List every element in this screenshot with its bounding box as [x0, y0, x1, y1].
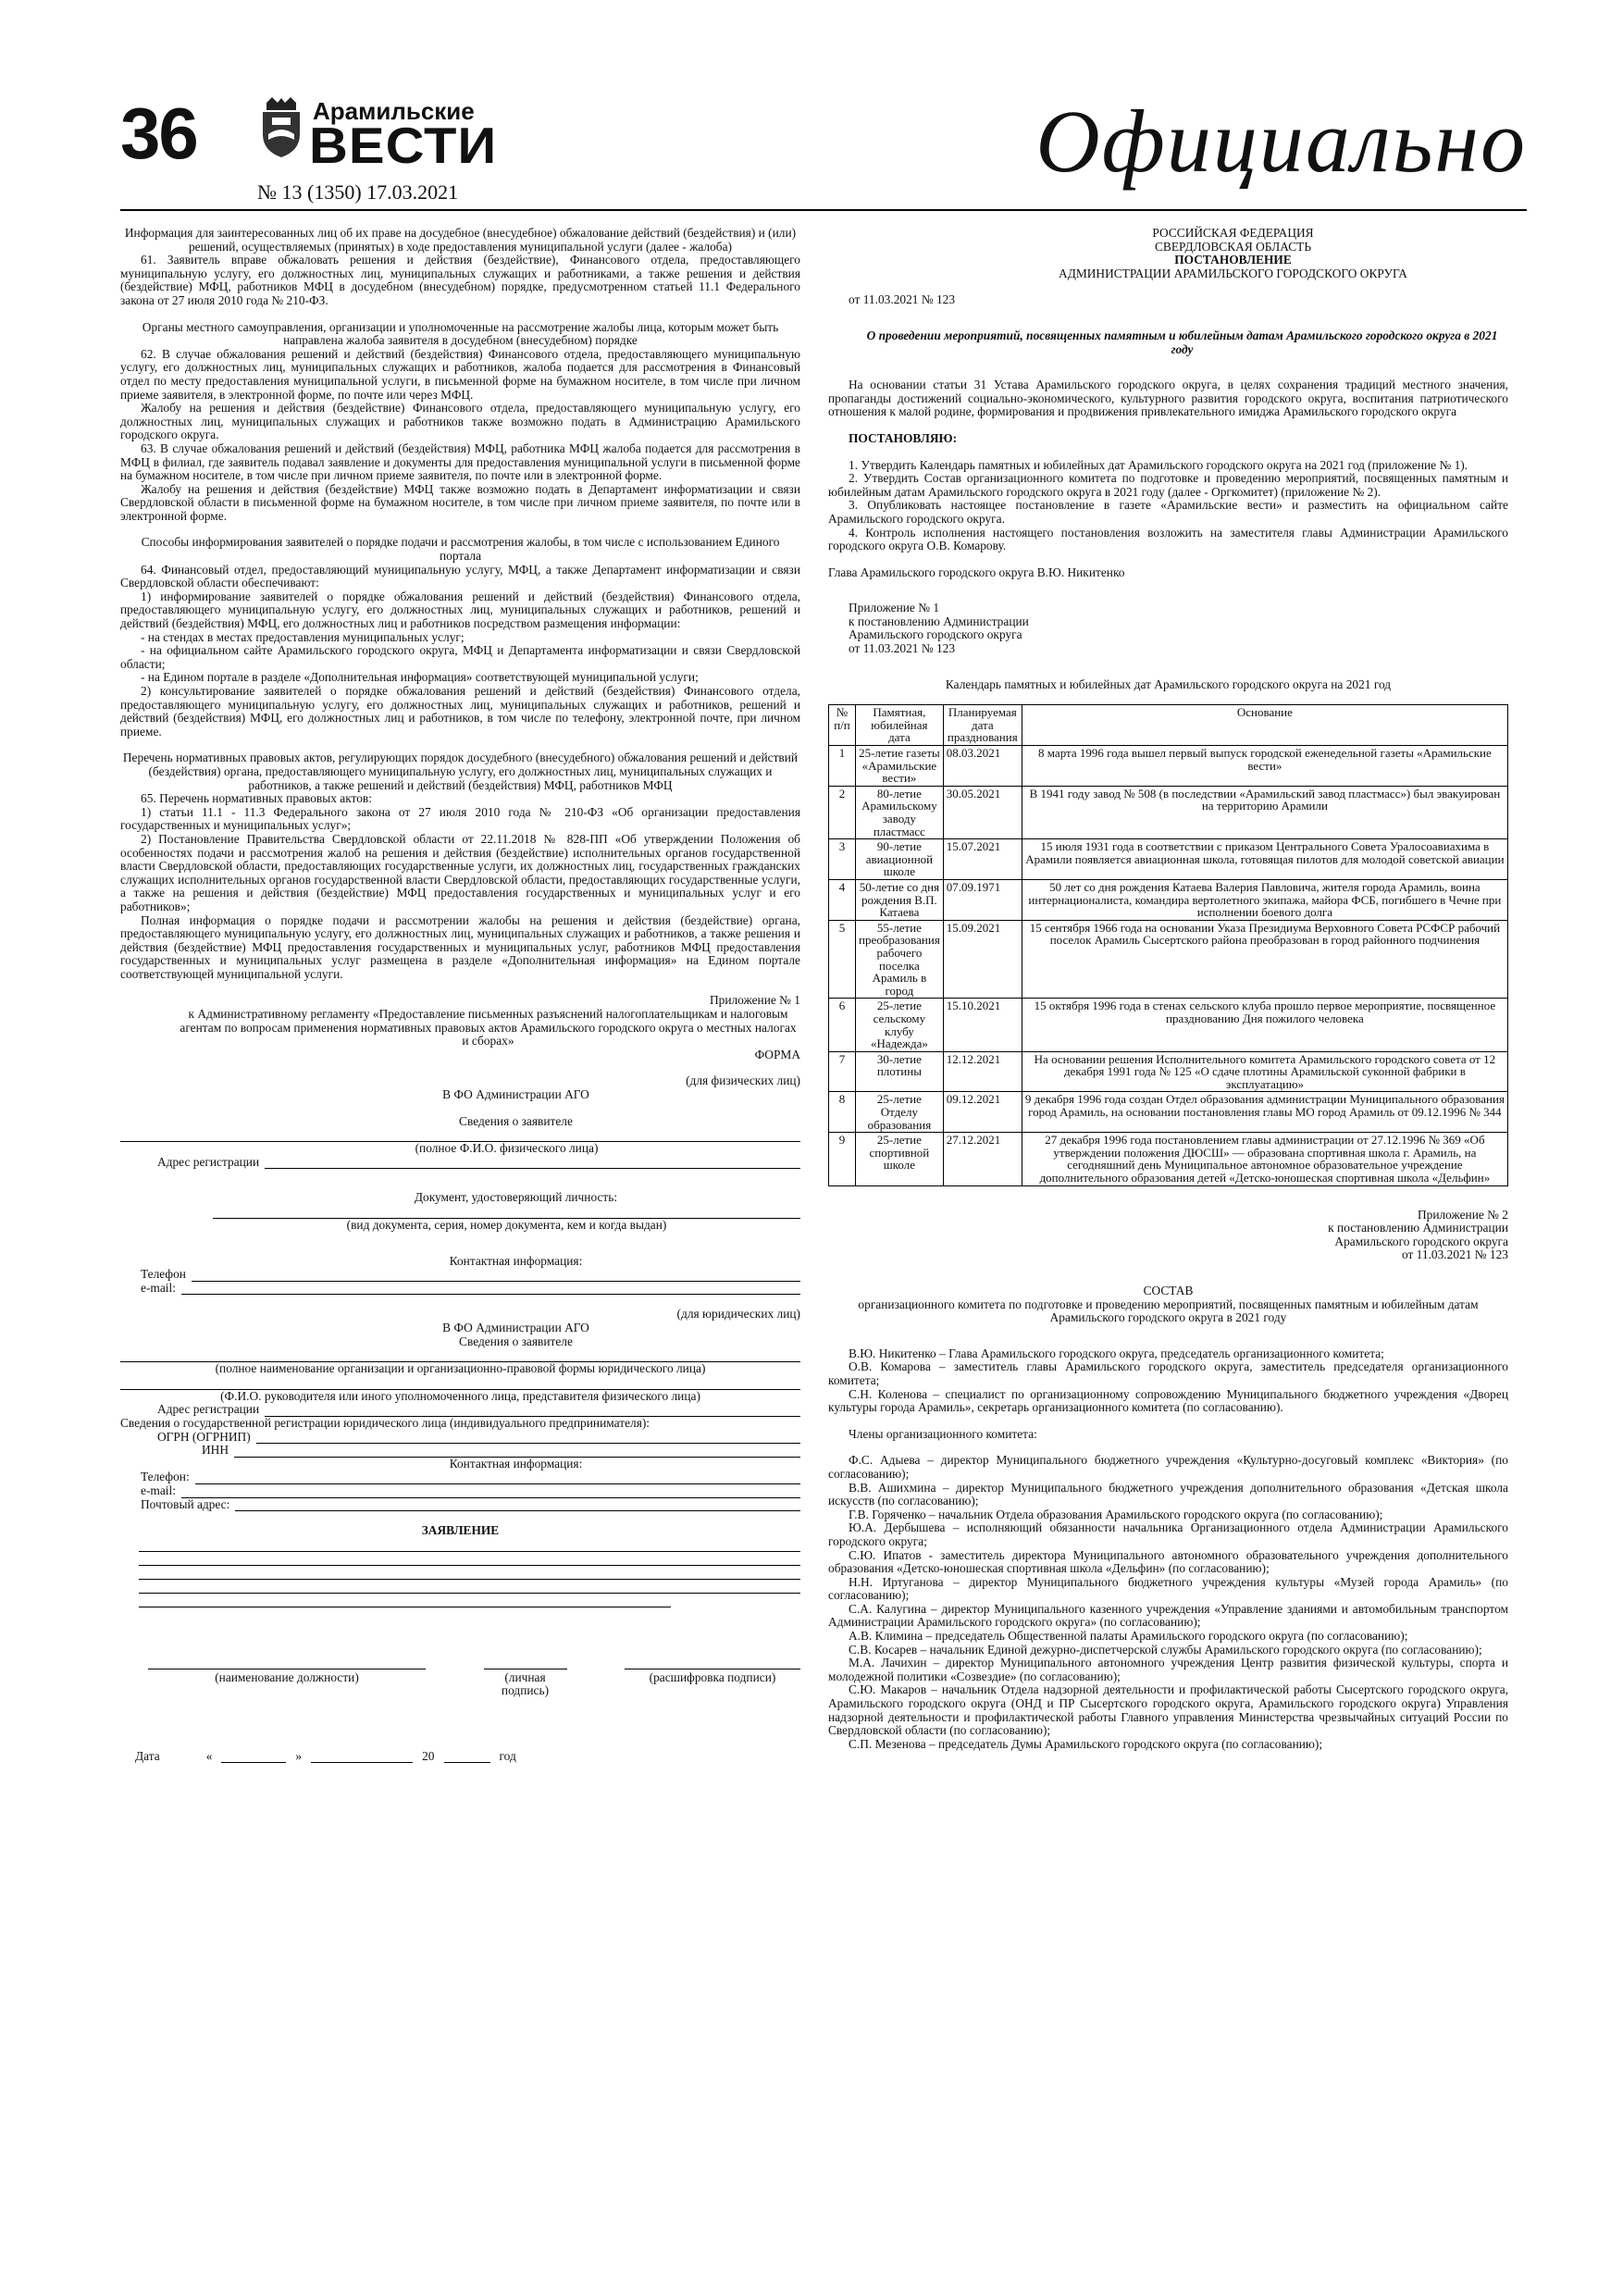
region: СВЕРДЛОВСКАЯ ОБЛАСТЬ: [1154, 239, 1312, 254]
table-header-cell: Основание: [1022, 705, 1507, 746]
country: РОССИЙСКАЯ ФЕДЕРАЦИЯ: [1152, 226, 1314, 240]
committee-member-item: С.А. Калугина – директор Муниципального казенного учреждения «Управление зданиями и автомобильным транспортом Администрации Арамильского городского округа» (по согласованию);: [828, 1601, 1508, 1630]
item-3: 3. Опубликовать настоящее постановление в газете «Арамильские вести» и разместить на официальном сайте Арамильского городского округа.: [828, 498, 1508, 526]
header-divider: [120, 209, 1527, 211]
table-row: [829, 999, 1508, 1051]
inn-label: ИНН: [202, 1443, 229, 1458]
email-label: e-mail:: [141, 1280, 176, 1295]
sig-personal: (личная подпись): [484, 1669, 567, 1698]
paragraph-63: 63. В случае обжалования решений и действий (бездействия) МФЦ, работника МФЦ жалоба подается для рассмотрения в МФЦ в филиал, где заявитель подавал заявление и документы для предоставления муниципальной услуги в письменной форме на бумажном носителе, в том числе при личном приеме заявителя, по почте или в электронной форме.: [120, 441, 800, 483]
table-cell: 27 декабря 1996 года постановлением главы администрации от 27.12.1996 № 369 «Об утверждении положения ДЮСШ» — образована спортивная школа г. Арамиль, на сегодняшний день Муниципальное автономное образовательное учреждение дополнительного образования детей «Детско-юношеская спортивная школа «Дельфин»: [1022, 1133, 1507, 1185]
date-year-input[interactable]: [444, 1751, 490, 1763]
paragraph-64-1b: - на официальном сайте Арамильского городского округа, МФЦ и Департамента информатизации и связи Свердловской области;: [120, 643, 800, 671]
appendix-1-line-4: от 11.03.2021 № 123: [849, 641, 956, 656]
table-cell: В 1941 году завод № 508 (в последствии «Арамильский завод пластмасс») был эвакуирован на территорию Арамили: [1022, 786, 1507, 838]
item-4: 4. Контроль исполнения настоящего постановления возложить на заместителя главы Администрации Арамильского городского округа О.В. Комарову.: [828, 525, 1508, 553]
email-2-row: [120, 1484, 800, 1498]
table-cell: 25-летие сельскому клубу «Надежда»: [856, 999, 944, 1051]
composition-subtitle: организационного комитета по подготовке и проведению мероприятий, посвященных памятным и юбилейным датам Арамильского городского округа в 2021 году: [858, 1297, 1479, 1325]
table-cell: 09.12.2021: [943, 1092, 1022, 1133]
doc-type: ПОСТАНОВЛЕНИЕ: [1174, 253, 1292, 267]
resolution-title: О проведении мероприятий, посвященных памятным и юбилейным датам Арамильского городского округа в 2021 году: [866, 328, 1498, 356]
statement-line-1[interactable]: [139, 1538, 800, 1552]
statement-line-3[interactable]: [139, 1566, 800, 1580]
contacts-label: Контактная информация:: [449, 1253, 583, 1268]
ogrn-row: [120, 1431, 800, 1445]
table-cell: 55-летие преобразования рабочего поселка Арамиль в город: [856, 920, 944, 999]
org-input-line[interactable]: [120, 1348, 800, 1362]
phone-2-row: [120, 1471, 800, 1484]
table-cell: 12.12.2021: [943, 1051, 1022, 1092]
paragraph-65: 65. Перечень нормативных правовых актов:: [141, 791, 372, 806]
table-header-cell: Памятная, юбилейная дата: [856, 705, 944, 746]
sig-decode: (расшифровка подписи): [625, 1669, 800, 1698]
table-cell: 30.05.2021: [943, 786, 1022, 838]
table-row: [829, 786, 1508, 838]
fio-hint: (полное Ф.И.О. физического лица): [415, 1141, 599, 1156]
to-fo-2: В ФО Администрации АГО: [442, 1320, 589, 1334]
appendix-1-line-3: Арамильского городского округа: [849, 627, 1022, 642]
id-doc-label: Документ, удостоверяющий личность:: [414, 1190, 618, 1205]
reg-address-input[interactable]: [265, 1157, 800, 1169]
members-title: Члены организационного комитета:: [849, 1426, 1037, 1441]
table-cell: 08.03.2021: [943, 746, 1022, 787]
brand-main: ВЕСТИ: [309, 117, 498, 175]
table-cell: 15.10.2021: [943, 999, 1022, 1051]
committee-member-item: С.П. Мезенова – председатель Думы Арамильского городского округа (по согласованию);: [849, 1736, 1323, 1751]
for-physical-persons: (для физических лиц): [686, 1074, 800, 1088]
date-label: Дата: [135, 1748, 160, 1763]
resolution-date: от 11.03.2021 № 123: [849, 292, 956, 307]
page-header: [120, 88, 1527, 208]
right-column: [828, 227, 1508, 1751]
email-row: [120, 1282, 800, 1296]
ways-title: Способы информирования заявителей о порядке подачи и рассмотрения жалобы, в том числе с использованием Единого портала: [141, 535, 780, 564]
table-row: [829, 879, 1508, 920]
fio-input-line[interactable]: [120, 1128, 800, 1142]
date-day-input[interactable]: [221, 1751, 286, 1763]
page-number: 36: [120, 93, 197, 174]
phone-row: [120, 1268, 800, 1282]
paragraph-62b: Жалобу на решения и действия (бездействие) Финансового отдела, предоставляющего муниципальную услугу, его должностных лиц, муниципальных служащих и работников также возможно подать в Администрацию Арамильского городского округа.: [120, 401, 800, 442]
table-cell: На основании решения Исполнительного комитета Арамильского городского совета от 12 декабря 1991 года № 125 «О сдаче плотины Арамильской суконной фабрики в эксплуатацию»: [1022, 1051, 1507, 1092]
table-row: [829, 1051, 1508, 1092]
post-address-label: Почтовый адрес:: [141, 1496, 230, 1511]
date-quote-open: «: [205, 1748, 213, 1763]
annex-title: Приложение № 1: [709, 993, 800, 1008]
sig-position: (наименование должности): [148, 1669, 426, 1698]
left-column: [120, 227, 800, 1763]
table-header-row: [829, 705, 1508, 746]
table-row: [829, 1133, 1508, 1185]
committee-leads: [828, 1347, 1508, 1415]
table-cell: 9 декабря 1996 года создан Отдел образования администрации Муниципального образования город Арамиль, на основании постановления главы МО город Арамиль от 09.12.1996 № 344: [1022, 1092, 1507, 1133]
committee-members: [828, 1454, 1508, 1751]
date-century: 20: [422, 1748, 435, 1763]
table-cell: 7: [829, 1051, 856, 1092]
table-row: [829, 839, 1508, 880]
paragraph-64-1c: - на Едином портале в разделе «Дополнительная информация» соответствующей муниципальной услуги;: [141, 670, 699, 685]
paragraph-65-1: 1) статьи 11.1 - 11.3 Федерального закона от 27 июля 2010 года № 210-ФЗ «Об организации предоставления государственных и муниципальных услуг»;: [120, 804, 800, 833]
committee-member-item: Г.В. Горяченко – начальник Отдела образования Арамильского городского округа (по согласованию);: [849, 1507, 1383, 1521]
appendix-2-line-3: Арамильского городского округа: [1334, 1234, 1508, 1248]
calendar-title: Календарь памятных и юбилейных дат Арамильского городского округа на 2021 год: [945, 676, 1392, 691]
issue-number: № 13 (1350) 17.03.2021: [257, 180, 459, 204]
table-cell: 9: [829, 1133, 856, 1185]
statement-title: ЗАЯВЛЕНИЕ: [421, 1523, 500, 1538]
committee-member-item: С.Ю. Ипатов - заместитель директора Муниципального автономного образовательного учреждения дополнительного образования «Детско-юношеская спортивная школа «Дельфин» (по согласованию);: [828, 1547, 1508, 1576]
complaint-info-title: Информация для заинтересованных лиц об их праве на досудебное (внесудебное) обжалование действий (бездействия) и (или) решений, осуществляемых (принятых) в ходе предоставления муниципальной услуги (далее - жалоба): [124, 226, 797, 254]
table-cell: 15.09.2021: [943, 920, 1022, 999]
table-cell: 5: [829, 920, 856, 999]
appendix-1-line-2: к постановлению Администрации: [849, 614, 1029, 628]
applicant-info-2: Сведения о заявителе: [459, 1334, 573, 1348]
reg-address-label: Адрес регистрации: [157, 1154, 260, 1169]
phone-label: Телефон: [141, 1267, 186, 1282]
date-month-input[interactable]: [311, 1751, 413, 1763]
table-cell: 4: [829, 879, 856, 920]
committee-member-item: А.В. Климина – председатель Общественной палаты Арамильского городского округа (по согласованию);: [849, 1629, 1408, 1644]
brand-top: Арамильские: [313, 97, 475, 125]
table-cell: 25-летие Отделу образования: [856, 1092, 944, 1133]
date-row: [120, 1750, 800, 1764]
table-cell: 15 октября 1996 года в стенах сельского клуба прошло первое мероприятие, посвященное празднованию Дня пожилого человека: [1022, 999, 1507, 1051]
table-cell: 3: [829, 839, 856, 880]
item-1: 1. Утвердить Календарь памятных и юбилейных дат Арамильского городского округа на 2021 год (приложение № 1).: [849, 457, 1468, 472]
table-cell: 50-летие со дня рождения В.П. Катаева: [856, 879, 944, 920]
table-row: [829, 746, 1508, 787]
id-doc-input-line[interactable]: [213, 1205, 800, 1219]
coat-of-arms-icon: [259, 97, 304, 158]
paragraph-61: 61. Заявитель вправе обжаловать решения и действия (бездействие), Финансового отдела, предоставляющего муниципальную услугу, его должностных лиц, муниципальных служащих и работниками, а также решения и действия (бездействие) МФЦ, работников МФЦ в досудебном (внесудебном) порядке, предусмотренном статьей 11.1 Федерального закона от 27 июля 2010 года № 210-ФЗ.: [120, 253, 800, 307]
table-cell: 8: [829, 1092, 856, 1133]
phone-2-input[interactable]: [195, 1472, 800, 1484]
paragraph-62: 62. В случае обжалования решений и действий (бездействия) Финансового отдела, предоставляющего муниципальную услугу, его должностных лиц, муниципальных служащих и работников, жалоба подается для рассмотрения в Финансовый отдел по месту предоставления муниципальной услуги, в письменной форме на бумажном носителе, в том числе при личном приеме заявителя, в электронной форме, по почте или через МФЦ.: [120, 346, 800, 402]
composition-title: СОСТАВ: [1143, 1284, 1194, 1297]
table-cell: 27.12.2021: [943, 1133, 1022, 1185]
committee-member-item: М.А. Лачихин – директор Муниципального автономного учреждения Центр развития физической культуры, спорта и молодежной политики «Созвездие» (по согласованию);: [828, 1656, 1508, 1683]
calendar-table-body: [829, 746, 1508, 1186]
paragraph-64-1: 1) информирование заявителей о порядке обжалования решений и действий (бездействия) Финансового отдела, предоставляющего муниципальную услугу, его должностных лиц, муниципальных служащих и работников, решений и действий (бездействия) МФЦ, его должностных лиц и работников посредством размещения информации:: [120, 589, 800, 631]
ogrn-input[interactable]: [256, 1432, 800, 1444]
paragraph-65-2: 2) Постановление Правительства Свердловской области от 22.11.2018 № 828-ПП «Об утверждении Положения об особенностях подачи и рассмотрения жалоб на решения и действия (бездействие) исполнительных органов государственной власти Свердловской области, предоставляющих государственные услуги, их должностных лиц, государственных гражданских служащих исполнительных органов государственной власти Свердловской области, предоставляющих государственные услуги, а также на решения и действия (бездействие) МФЦ предоставления государственных и муниципальных услуг и его работников»;: [120, 831, 800, 913]
table-cell: 30-летие плотины: [856, 1051, 944, 1092]
committee-member-item: Ф.С. Адыева – директор Муниципального бюджетного учреждения «Культурно-досуговый комплекс «Виктория» (по согласованию);: [828, 1453, 1508, 1481]
organs-title: Органы местного самоуправления, организации и уполномоченные на рассмотрение жалобы лица, которым может быть направлена жалоба заявителя в досудебном (внесудебном) порядке: [142, 319, 779, 348]
statement-line-5[interactable]: [139, 1594, 671, 1607]
paragraph-64-2: 2) консультирование заявителей о порядке обжалования решений и действий (бездействия) Финансового отдела, предоставляющего муниципальную услугу, его должностных лиц, муниципальных служащих и работников, решений и действий (бездействия) МФЦ, его должностных лиц и работников, в том числе по телефону, электронной почте, при личном приеме.: [120, 684, 800, 738]
table-cell: 25-летие спортивной школе: [856, 1133, 944, 1185]
annex-text: к Административному регламенту «Предоставление письменных разъяснений налогоплательщикам и налоговым агентам по вопросам применения нормативных правовых актов Арамильского городского округа о местных налогах и сборах»: [180, 1007, 797, 1049]
committee-member-item: С.Ю. Макаров – начальник Отдела надзорной деятельности и профилактической работы Сысертского городского округа, Арамильского городского округа (ОНД и ПР Сысертского городского округа, Арамильского городского округа) Управления надзорной деятельности и профилактической работы Главного управления Министерства чрезвычайных ситуаций России по Свердловской области (по согласованию);: [828, 1682, 1508, 1738]
org-hint: (полное наименование организации и организационно-правовой формы юридического лица): [215, 1361, 706, 1376]
signature-block: [120, 1669, 800, 1698]
committee-lead-item: О.В. Комарова – заместитель главы Арамильского городского округа, заместитель председателя организационного комитета;: [828, 1359, 1508, 1387]
resolution-basis: На основании статьи 31 Устава Арамильского городского округа, в целях сохранения традиций местного значения, пропаганды достижений социально-экономического, культурного развития городского округа, воспитания патриотического отношения к малой родине, формирования и продвижения привлекательного имиджа Арамильского городского округа: [828, 378, 1508, 419]
reg-address-2-input[interactable]: [265, 1405, 800, 1417]
paragraph-64-1a: - на стендах в местах предоставления муниципальных услуг;: [141, 629, 465, 644]
email-2-input[interactable]: [181, 1486, 800, 1498]
head-signature: Глава Арамильского городского округа В.Ю. Никитенко: [828, 565, 1125, 579]
head-input-line[interactable]: [120, 1376, 800, 1390]
committee-member-item: Н.Н. Иртуганова – директор Муниципального бюджетного учреждения культуры «Музей города Арамиль» (по согласованию);: [828, 1574, 1508, 1603]
table-cell: 80-летие Арамильскому заводу пластмасс: [856, 786, 944, 838]
table-cell: 15 июля 1931 года в соответствии с приказом Центрального Совета Уралосоавиахима в Арамили появляется авиационная школа, готовящая пилотов для молодой советской авиации: [1022, 839, 1507, 880]
table-row: [829, 1092, 1508, 1133]
reg-address-2-row: [120, 1403, 800, 1417]
paragraph-64: 64. Финансовый отдел, предоставляющий муниципальную услугу, МФЦ, а также Департамент информатизации и связи Свердловской области обеспечивают:: [120, 562, 800, 590]
email-input[interactable]: [181, 1283, 800, 1295]
to-fo: В ФО Администрации АГО: [442, 1087, 589, 1102]
statement-line-4[interactable]: [139, 1580, 800, 1594]
table-cell: 1: [829, 746, 856, 787]
authority: АДМИНИСТРАЦИИ АРАМИЛЬСКОГО ГОРОДСКОГО ОКРУГА: [1059, 266, 1407, 280]
inn-input[interactable]: [234, 1446, 800, 1458]
table-cell: 07.09.1971: [943, 879, 1022, 920]
item-2: 2. Утвердить Состав организационного комитета по подготовке и проведению мероприятий, посвященных памятным и юбилейным датам Арамильского городского округа в 2021 году (далее - Оргкомитет) (приложение № 2).: [828, 471, 1508, 499]
table-cell: 8 марта 1996 года вышел первый выпуск городской еженедельной газеты «Арамильские вести»: [1022, 746, 1507, 787]
appendix-2-line-4: от 11.03.2021 № 123: [1401, 1247, 1508, 1262]
table-cell: 2: [829, 786, 856, 838]
appendix-1-title: Приложение № 1: [849, 601, 940, 615]
table-cell: 15.07.2021: [943, 839, 1022, 880]
form-label: ФОРМА: [754, 1047, 800, 1061]
table-header-cell: № п/п: [829, 705, 856, 746]
phone-2-label: Телефон:: [141, 1470, 190, 1484]
inn-row: [120, 1444, 800, 1458]
reg-address-row: [120, 1156, 800, 1170]
table-cell: 50 лет со дня рождения Катаева Валерия Павловича, жителя города Арамиль, воина интернационалиста, командира вертолетного экипажа, майора ФСБ, погибшего в Чечне при исполнении боевого долга: [1022, 879, 1507, 920]
committee-member-item: В.В. Ашихмина – директор Муниципального бюджетного учреждения дополнительного образования «Детская школа искусств (по согласованию);: [828, 1480, 1508, 1508]
ogrn-label: ОГРН (ОГРНИП): [157, 1429, 251, 1444]
table-header-cell: Планируемая дата празднования: [943, 705, 1022, 746]
committee-member-item: Ю.А. Дербышева – исполняющий обязанности начальника Организационного отдела Администрации Арамильского городского округа;: [828, 1520, 1508, 1548]
date-year-label: год: [499, 1748, 516, 1763]
email-2-label: e-mail:: [141, 1483, 176, 1497]
committee-lead-item: В.Ю. Никитенко – Глава Арамильского городского округа, председатель организационного комитета;: [849, 1346, 1384, 1360]
id-doc-hint: (вид документа, серия, номер документа, кем и когда выдан): [346, 1218, 667, 1232]
acts-list-title: Перечень нормативных правовых актов, регулирующих порядок досудебного (внесудебного) обжалования решений и действий (бездействия) органа, предоставляющего муниципальную услугу, его должностных лиц, муниципальных служащих и работников, а также решений и действий (бездействия) МФЦ, работников МФЦ: [122, 751, 799, 792]
table-cell: 25-летие газеты «Арамильские вести»: [856, 746, 944, 787]
phone-input[interactable]: [192, 1270, 800, 1282]
table-cell: 15 сентября 1966 года на основании Указа Президиума Верховного Совета РСФСР рабочий поселок Арамиль Сысертского района преобразован в город районного подчинения: [1022, 920, 1507, 999]
section-title: Официально: [1035, 92, 1527, 191]
reg-address-2-label: Адрес регистрации: [157, 1402, 260, 1417]
committee-member-item: С.В. Косарев – начальник Единой дежурно-диспетчерской службы Арамильского городского округа (по согласованию);: [849, 1642, 1482, 1657]
state-registration-label: Сведения о государственной регистрации юридического лица (индивидуального предпринимателя):: [120, 1415, 650, 1430]
statement-line-2[interactable]: [139, 1552, 800, 1566]
for-legal-persons: (для юридических лиц): [676, 1307, 800, 1322]
table-row: [829, 920, 1508, 999]
paragraph-65-3: Полная информация о порядке подачи и рассмотрении жалобы на решения и действия (бездействие) органа, предоставляющего муниципальную услугу, его должностных лиц, муниципальных служащих и работников, а также решения и действия (бездействие) МФЦ предоставления государственных и муниципальных услуг, работников МФЦ предоставления государственных и муниципальных услуг размещена в разделе «Дополнительная информация» на Едином портале соответствующей муниципальной услуги.: [120, 912, 800, 981]
resolve-label: ПОСТАНОВЛЯЮ:: [849, 430, 958, 445]
calendar-table: [828, 704, 1508, 1185]
appendix-2-line-2: к постановлению Администрации: [1328, 1221, 1508, 1235]
appendix-2-title: Приложение № 2: [1417, 1207, 1508, 1222]
table-cell: 6: [829, 999, 856, 1051]
post-address-input[interactable]: [235, 1499, 800, 1511]
committee-lead-item: С.Н. Коленова – специалист по организационному сопровождению Муниципального бюджетного учреждения «Дворец культуры города Арамиль», секретарь организационного комитета (по согласованию).: [828, 1386, 1508, 1415]
contacts-2-label: Контактная информация:: [449, 1456, 583, 1471]
applicant-info: Сведения о заявителе: [459, 1113, 573, 1128]
post-address-row: [120, 1498, 800, 1512]
date-quote-close: »: [295, 1748, 303, 1763]
table-cell: 90-летие авиационной школе: [856, 839, 944, 880]
head-hint: (Ф.И.О. руководителя или иного уполномоченного лица, представителя физического лица): [220, 1388, 700, 1403]
paragraph-63b: Жалобу на решения и действия (бездействие) МФЦ также возможно подать в Департамент информатизации и связи Свердловской области в письменной форме на бумажном носителе, в том числе при личном приеме заявителя, по почте или в электронной форме.: [120, 481, 800, 523]
